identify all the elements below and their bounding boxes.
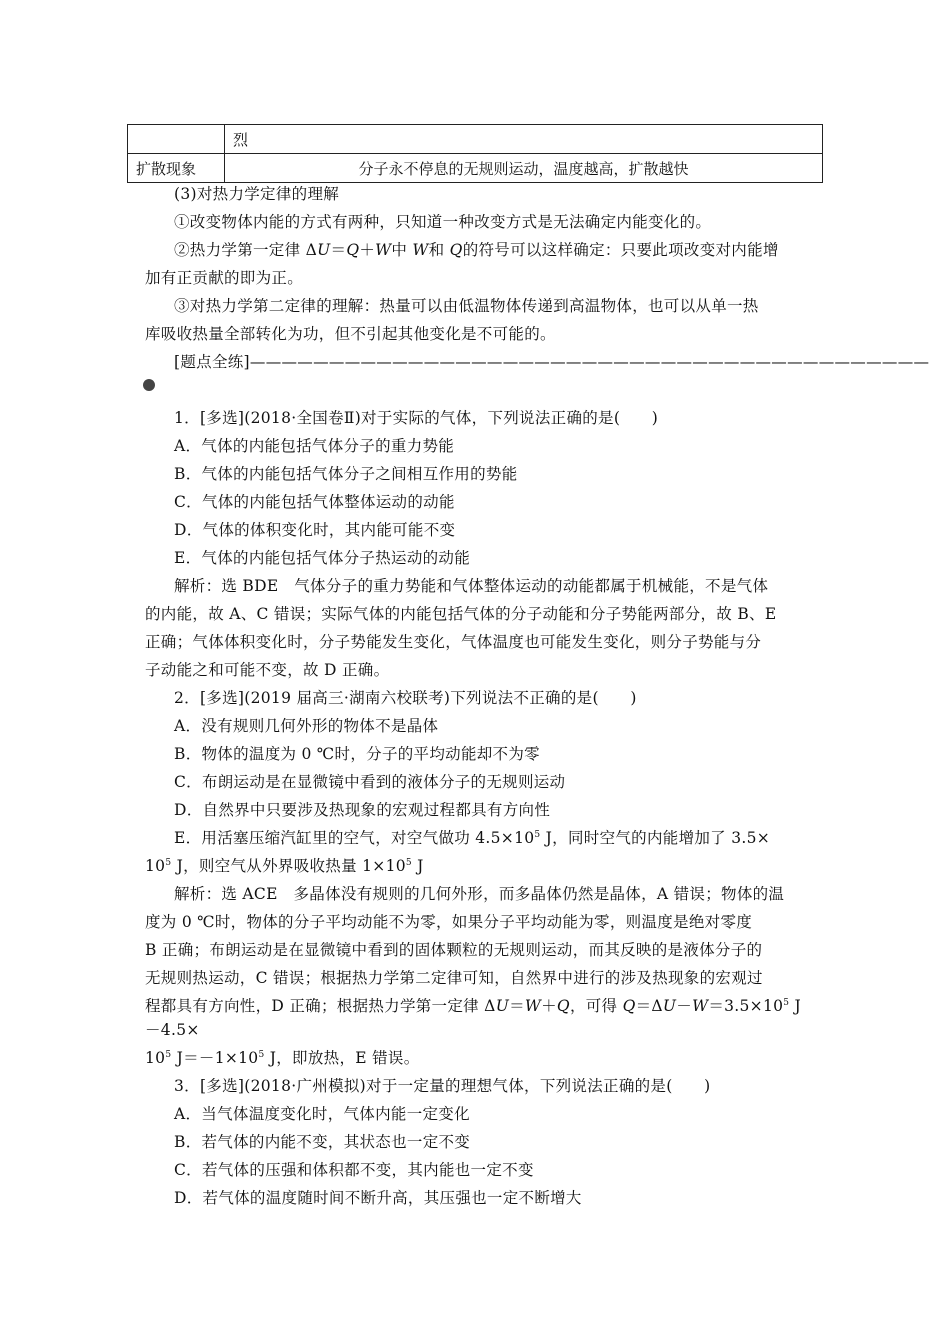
table-row [128, 125, 823, 154]
question-stem: 1．[多选](2018·全国卷Ⅱ)对于实际的气体，下列说法正确的是( ) [174, 409, 659, 427]
option: A．当气体温度变化时，气体内能一定变化 [174, 1105, 470, 1123]
option: E．气体的内能包括气体分子热运动的动能 [174, 549, 471, 567]
comparison-table [127, 124, 823, 183]
answer-text: $10^5$ $J=-1\times 10^5$ J，即放热，E 错误。 [145, 1049, 420, 1067]
answer-text: B 正确；布朗运动是在显微镜中看到的固体颗粒的无规则运动，而其反映的是液体分子的 [145, 941, 763, 959]
answer-text: 解析：选 ACE 多晶体没有规则的几何外形，而多晶体仍然是晶体，A 错误；物体的温 [174, 885, 785, 903]
section-heading: (3)对热力学定律的理解 [174, 185, 340, 203]
option: C．气体的内能包括气体整体运动的动能 [174, 493, 455, 511]
option: B．气体的内能包括气体分子之间相互作用的势能 [174, 465, 518, 483]
answer-text: 子动能之和可能不变，故 D 正确。 [145, 661, 390, 679]
option: A．没有规则几何外形的物体不是晶体 [174, 717, 439, 735]
paragraph: ②热力学第一定律 ΔU＝Q＋W中 W和 Q的符号可以这样确定：只要此项改变对内能增 [174, 241, 779, 259]
option: C．布朗运动是在显微镜中看到的液体分子的无规则运动 [174, 773, 566, 791]
practice-header: [题点全练]——————————————————————————————————————————— [174, 353, 930, 371]
table-row [128, 154, 823, 183]
option: B．若气体的内能不变，其状态也一定不变 [174, 1133, 471, 1151]
answer-text: 正确；气体体积变化时，分子势能发生变化，气体温度也可能发生变化，则分子势能与分 [145, 633, 762, 651]
option: E．用活塞压缩汽缸里的空气，对空气做功 $4.5\times 10^5$ J，同时空气的内能增加了 3.5× [174, 829, 771, 847]
question-stem: 3．[多选](2018·广州模拟)对于一定量的理想气体，下列说法正确的是( ) [174, 1077, 711, 1095]
answer-text: －4.5× [145, 1021, 200, 1039]
table-cell [128, 125, 225, 154]
answer-text: 度为 0 ℃时，物体的分子平均动能不为零，如果分子平均动能为零，则温度是绝对零度 [145, 913, 753, 931]
option: D．气体的体积变化时，其内能可能不变 [174, 521, 456, 539]
option: D．若气体的温度随时间不断升高，其压强也一定不断增大 [174, 1189, 582, 1207]
question-stem: 2．[多选](2019 届高三·湖南六校联考)下列说法不正确的是( ) [174, 689, 637, 707]
table-cell: 扩散现象 [128, 154, 225, 183]
option: $10^5$ J，则空气从外界吸收热量 $1\times 10^5$ J [145, 857, 424, 875]
paragraph: ③对热力学第二定律的理解：热量可以由低温物体传递到高温物体，也可以从单一热 [174, 297, 759, 315]
paragraph: 加有正贡献的即为正。 [145, 269, 304, 287]
paragraph: ①改变物体内能的方式有两种，只知道一种改变方式是无法确定内能变化的。 [174, 213, 712, 231]
table-cell: 烈 [225, 125, 823, 154]
answer-text: 无规则热运动，C 错误；根据热力学第二定律可知，自然界中进行的涉及热现象的宏观过 [145, 969, 763, 987]
answer-text: 的内能，故 A、C 错误；实际气体的内能包括气体的分子动能和分子势能两部分，故 B、E [145, 605, 777, 623]
option: C．若气体的压强和体积都不变，其内能也一定不变 [174, 1161, 534, 1179]
answer-text: 解析：选 BDE 气体分子的重力势能和气体整体运动的动能都属于机械能，不是气体 [174, 577, 769, 595]
option: A．气体的内能包括气体分子的重力势能 [174, 437, 455, 455]
option: B．物体的温度为 0 ℃时，分子的平均动能却不为零 [174, 745, 540, 763]
bullet-dot-icon [143, 379, 155, 391]
table-cell: 分子永不停息的无规则运动，温度越高，扩散越快 [225, 154, 823, 183]
paragraph: 库吸收热量全部转化为功，但不引起其他变化是不可能的。 [145, 325, 556, 343]
option: D．自然界中只要涉及热现象的宏观过程都具有方向性 [174, 801, 551, 819]
answer-text: 程都具有方向性，D 正确；根据热力学第一定律 ΔU＝W＋Q，可得 $Q=\Delta U-W=3.5\times 10^5$ J [145, 997, 802, 1015]
